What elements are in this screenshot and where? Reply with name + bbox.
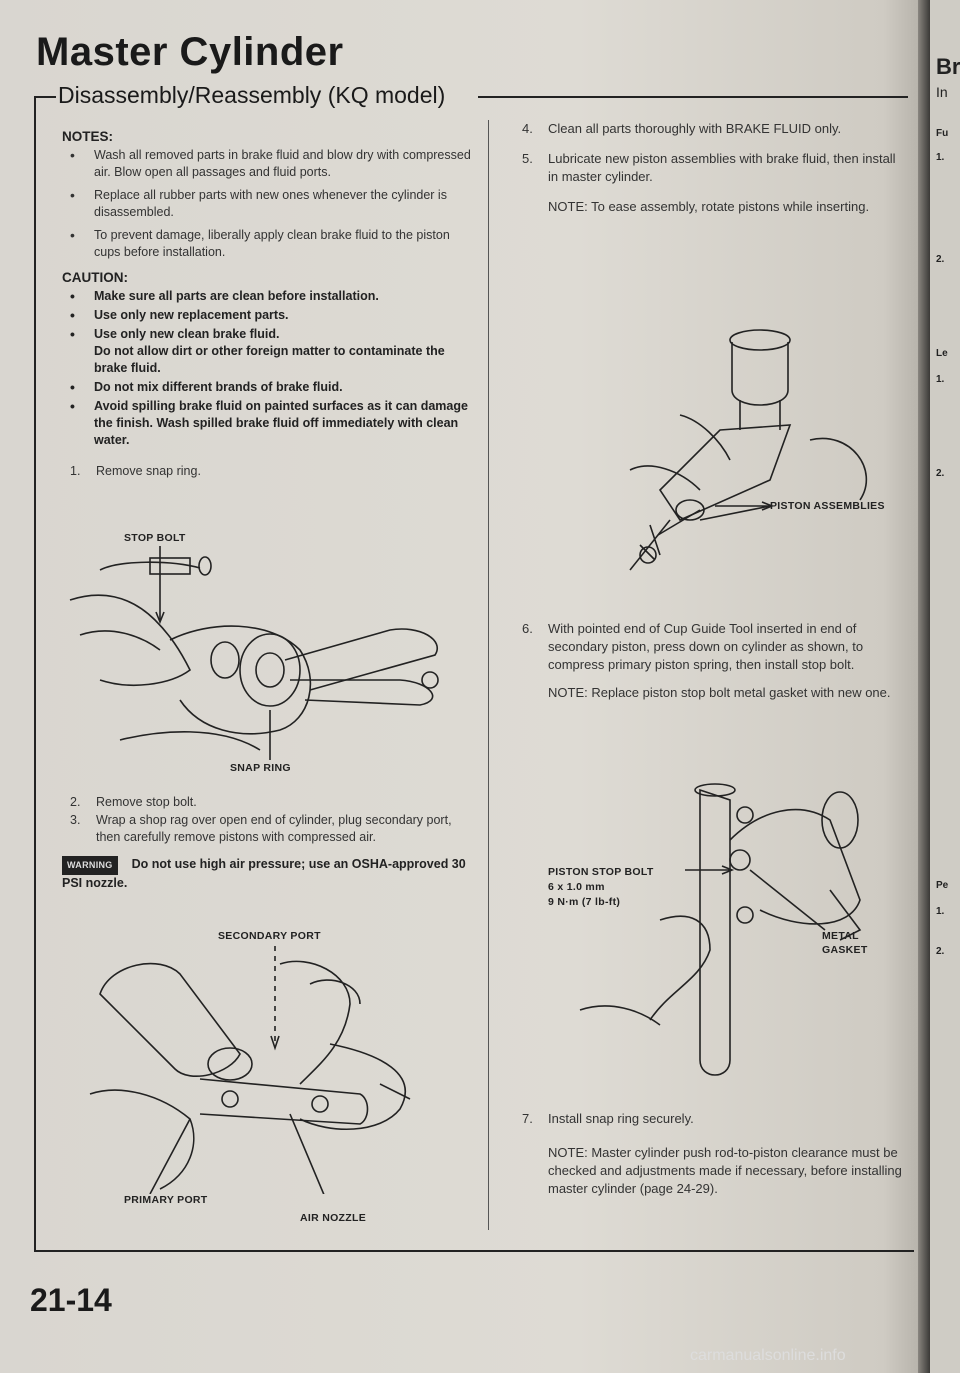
left-column xyxy=(62,128,472,486)
book-spine xyxy=(918,0,930,1373)
page-title: Master Cylinder xyxy=(36,30,344,74)
warning-badge: WARNING xyxy=(62,856,118,875)
step-text: Clean all parts thoroughly with BRAKE FLUID only. xyxy=(548,121,842,136)
piston-assemblies-figure xyxy=(620,320,900,580)
note-item: • Replace all rubber parts with new ones whenever the cylinder is disassembled. xyxy=(62,187,472,221)
caution-item: • Use only new clean brake fluid. xyxy=(62,326,472,343)
right-steps-bottom xyxy=(514,1110,909,1204)
frame-tick xyxy=(34,96,56,98)
column-divider xyxy=(488,120,489,1230)
step-7 xyxy=(514,1110,909,1128)
step-2 xyxy=(62,794,472,811)
caution-item: • Make sure all parts are clean before installation. xyxy=(62,288,472,305)
step-number: 6. xyxy=(522,621,533,636)
facing-page-item: 1. xyxy=(936,152,945,163)
label-gasket: GASKET xyxy=(822,944,868,956)
label-bolt-torque: 9 N·m (7 lb-ft) xyxy=(548,896,621,908)
label-piston-assemblies: PISTON ASSEMBLIES xyxy=(770,500,885,512)
note-5: NOTE: To ease assembly, rotate pistons while inserting. xyxy=(548,199,870,214)
step-5 xyxy=(514,150,909,186)
step-4 xyxy=(514,120,909,138)
facing-page-item: Le xyxy=(936,348,948,359)
label-snap-ring: SNAP RING xyxy=(230,762,291,774)
facing-page-item: 2. xyxy=(936,254,945,265)
page-number: 21-14 xyxy=(30,1282,112,1318)
facing-page-title: Br xyxy=(936,54,960,79)
note-7: NOTE: Master cylinder push rod-to-piston clearance must be checked and adjustments made if necessary, before installing master cylinder (page 24-29). xyxy=(548,1145,902,1196)
step-number: 5. xyxy=(522,151,533,166)
frame-left-rule xyxy=(34,96,36,1251)
label-secondary-port: SECONDARY PORT xyxy=(218,930,321,942)
facing-page-item: Pe xyxy=(936,880,949,891)
air-nozzle-figure xyxy=(80,944,460,1194)
facing-page-item: 2. xyxy=(936,468,945,479)
watermark-text: carmanualsonline.info xyxy=(690,1347,846,1364)
step-text: Install snap ring securely. xyxy=(548,1111,694,1126)
note-item: • To prevent damage, liberally apply clean brake fluid to the piston cups before installation. xyxy=(62,227,472,261)
header-rule xyxy=(478,96,908,98)
label-metal: METAL xyxy=(822,930,859,942)
frame-bottom-rule xyxy=(34,1250,914,1252)
caution-item: • Use only new replacement parts. xyxy=(62,307,472,324)
step-number: 2. xyxy=(70,795,81,809)
label-stop-bolt: STOP BOLT xyxy=(124,532,186,544)
warning-text: Do not use high air pressure; use an OSHA-approved 30 PSI nozzle. xyxy=(62,857,466,890)
step-text: With pointed end of Cup Guide Tool inserted in end of secondary piston, press down on cylinder as shown, to compress primary piston spring, then install stop bolt. xyxy=(548,621,864,672)
stop-bolt-figure xyxy=(560,760,900,1090)
right-column xyxy=(514,120,909,222)
step-number: 7. xyxy=(522,1111,533,1126)
caution-item: • Avoid spilling brake fluid on painted surfaces as it can damage the finish. Wash spilled brake fluid off immediately with clean water. xyxy=(62,398,472,449)
label-piston-stop-bolt: PISTON STOP BOLT xyxy=(548,866,654,878)
step-3 xyxy=(62,812,472,846)
right-steps-mid xyxy=(514,620,909,708)
warning-block xyxy=(62,856,472,892)
step-number: 4. xyxy=(522,121,533,136)
facing-page-item: 2. xyxy=(936,946,945,957)
step-1 xyxy=(62,463,472,480)
step-text: Wrap a shop rag over open end of cylinder, plug secondary port, then carefully remove pistons with compressed air. xyxy=(96,813,452,844)
step-text: Lubricate new piston assemblies with brake fluid, then install in master cylinder. xyxy=(548,151,896,184)
step-6 xyxy=(514,620,909,674)
notes-heading: NOTES: xyxy=(62,129,114,144)
step-number: 1. xyxy=(70,464,81,478)
note-6: NOTE: Replace piston stop bolt metal gasket with new one. xyxy=(548,685,891,700)
label-air-nozzle: AIR NOZZLE xyxy=(300,1212,366,1224)
step-text: Remove stop bolt. xyxy=(96,795,197,809)
page-subtitle: Disassembly/Reassembly (KQ model) xyxy=(58,82,446,108)
facing-page-item: Fu xyxy=(936,128,949,139)
caution-extra: Do not allow dirt or other foreign matter to contaminate the brake fluid. xyxy=(94,344,445,375)
facing-page-item: 1. xyxy=(936,374,945,385)
step-text: Remove snap ring. xyxy=(96,464,201,478)
step-number: 3. xyxy=(70,813,81,827)
facing-page-subtitle: In xyxy=(936,84,948,100)
caution-item: • Do not mix different brands of brake fluid. xyxy=(62,379,472,396)
note-item: • Wash all removed parts in brake fluid and blow dry with compressed air. Blow open all passages and fluid ports. xyxy=(62,147,472,181)
label-bolt-size: 6 x 1.0 mm xyxy=(548,881,605,893)
facing-page-item: 1. xyxy=(936,906,945,917)
left-steps xyxy=(62,794,472,898)
facing-page-edge xyxy=(930,0,960,1373)
caution-heading: CAUTION: xyxy=(62,270,128,285)
snap-ring-figure xyxy=(60,540,470,770)
label-primary-port: PRIMARY PORT xyxy=(124,1194,208,1206)
